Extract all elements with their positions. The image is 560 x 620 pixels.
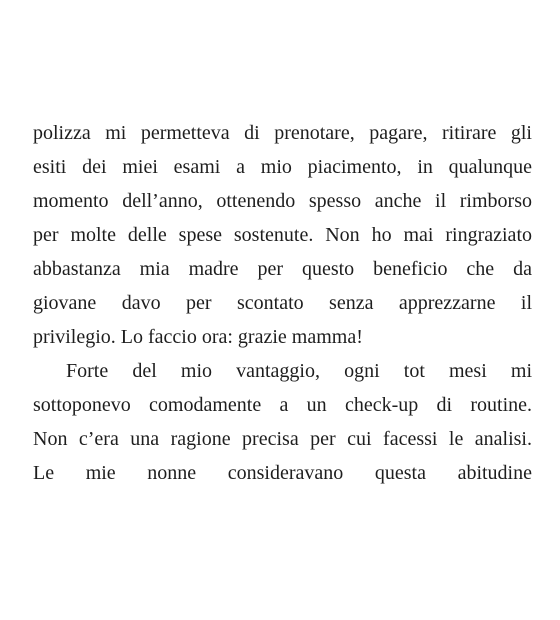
text-line: giovane davo per scontato senza apprezzarne il: [33, 292, 532, 314]
body-text: [33, 116, 532, 490]
text-line: momento dell’anno, ottenendo spesso anche il rimborso: [33, 190, 532, 212]
paragraph-1: [33, 116, 532, 354]
text-line: abbastanza mia madre per questo beneficio che da: [33, 258, 532, 280]
text-line: sottoponevo comodamente a un check-up di routine.: [33, 394, 532, 416]
text-line: privilegio. Lo faccio ora: grazie mamma!: [33, 326, 363, 348]
paragraph-2: [33, 354, 532, 490]
text-line: Le mie nonne consideravano questa abitudine: [33, 462, 532, 484]
text-line: per molte delle spese sostenute. Non ho mai ringraziato: [33, 224, 532, 246]
text-line: Forte del mio vantaggio, ogni tot mesi mi: [66, 360, 532, 382]
text-line: esiti dei miei esami a mio piacimento, in qualunque: [33, 156, 532, 178]
text-line: polizza mi permetteva di prenotare, pagare, ritirare gli: [33, 122, 532, 144]
text-line: Non c’era una ragione precisa per cui facessi le analisi.: [33, 428, 532, 450]
